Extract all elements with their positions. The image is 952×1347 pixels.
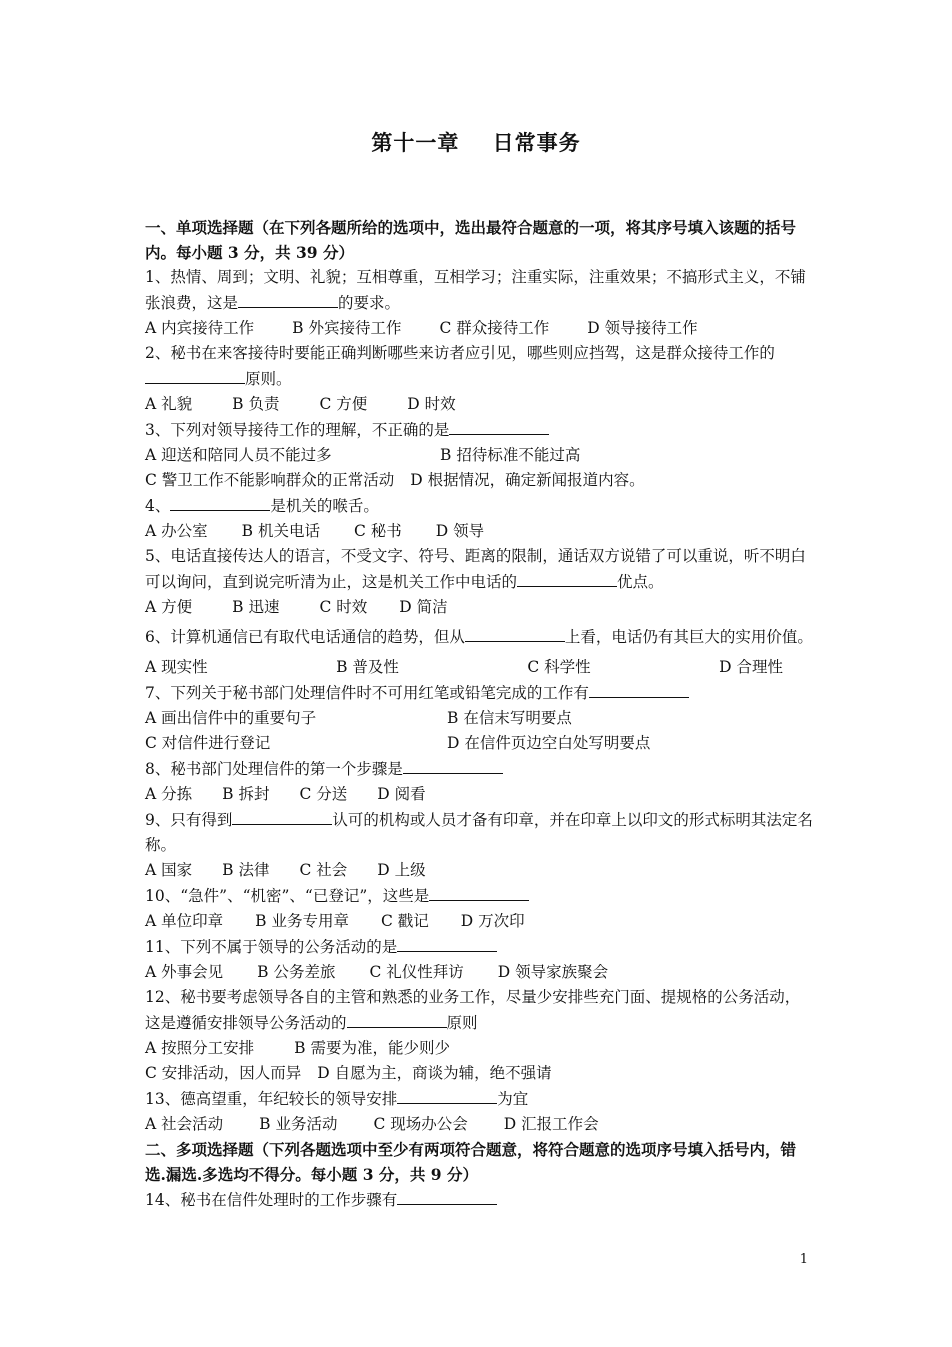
option-d: D 万次印: [460, 912, 525, 930]
option-c: C 现场办公会: [373, 1115, 468, 1133]
option-c: C 群众接待工作: [439, 319, 550, 337]
option-c: C 时效: [319, 598, 368, 616]
question-3-options-row-1: [145, 443, 813, 468]
option-c: C 礼仪性拜访: [369, 963, 464, 981]
question-10: 10、“急件”、“机密”、“已登记”，这些是: [145, 883, 813, 909]
chapter-title: 第十一章 日常事务: [371, 130, 581, 155]
question-7-options-row-2: [145, 731, 813, 756]
question-2: 2、秘书在来客接待时要能正确判断哪些来访者应引见，哪些则应挡驾，这是群众接待工作的原则。: [145, 344, 775, 388]
option-b: B 业务活动: [259, 1115, 338, 1133]
option-b: B 机关电话: [241, 522, 320, 540]
option-c: C 对信件进行登记: [145, 734, 271, 752]
question-2-options: [145, 392, 813, 417]
question-11-options: [145, 960, 813, 985]
answer-blank: [517, 569, 617, 587]
option-d: D 领导: [435, 522, 485, 540]
answer-blank: [429, 883, 529, 901]
option-b: B 拆封: [222, 785, 270, 803]
question-13-options: [145, 1112, 813, 1137]
answer-blank: [170, 493, 270, 511]
question-5-options: [145, 595, 813, 620]
question-3: 3、下列对领导接待工作的理解，不正确的是: [145, 417, 813, 443]
question-7: 7、下列关于秘书部门处理信件时不可用红笔或铅笔完成的工作有: [145, 680, 813, 706]
option-a: A 现实性: [145, 658, 208, 676]
answer-blank: [397, 1187, 497, 1205]
option-a: A 办公室: [145, 522, 208, 540]
option-d: D 合理性: [719, 658, 783, 676]
section-2-heading: 二、多项选择题（下列各题选项中至少有两项符合题意，将符合题意的选项序号填入括号内，错选.漏选.多选均不得分。每小题 3 分，共 9 分）: [145, 1140, 797, 1184]
option-d: D 自愿为主，商谈为辅，绝不强请: [317, 1064, 552, 1082]
option-c: C 社会: [299, 861, 348, 879]
page-number: 1: [799, 1252, 808, 1267]
answer-blank: [589, 680, 689, 698]
question-content: [145, 215, 813, 1213]
answer-blank: [397, 1086, 497, 1104]
option-a: A 社会活动: [145, 1115, 224, 1133]
option-d: D 领导接待工作: [587, 319, 698, 337]
option-d: D 上级: [377, 861, 426, 879]
question-13: 13、德高望重，年纪较长的领导安排 为宜: [145, 1086, 813, 1112]
question-8: 8、秘书部门处理信件的第一个步骤是: [145, 756, 813, 782]
option-b: B 负责: [232, 395, 280, 413]
option-c: C 警卫工作不能影响群众的正常活动: [145, 471, 395, 489]
option-d: D 在信件页边空白处写明要点: [447, 734, 651, 752]
answer-blank: [232, 807, 332, 825]
answer-blank: [238, 290, 338, 308]
option-a: A 画出信件中的重要句子: [145, 709, 317, 727]
question-12-options-row-2: [145, 1061, 813, 1086]
option-b: B 业务专用章: [255, 912, 349, 930]
question-10-options: [145, 909, 813, 934]
question-6: 6、计算机通信已有取代电话通信的趋势，但从 上看，电话仍有其巨大的实用价值。: [145, 623, 813, 652]
option-a: A 分拣: [145, 785, 193, 803]
option-a: A 单位印章: [145, 912, 224, 930]
option-d: D 时效: [407, 395, 456, 413]
question-6-options: [145, 655, 813, 680]
answer-blank: [397, 934, 497, 952]
option-c: C 方便: [319, 395, 368, 413]
option-b: B 公务差旅: [257, 963, 336, 981]
question-9-options: [145, 858, 813, 883]
option-a: A 迎送和陪同人员不能过多: [145, 446, 332, 464]
option-c: C 秘书: [353, 522, 402, 540]
question-4: 4、 是机关的喉舌。: [145, 493, 813, 519]
answer-blank: [449, 417, 549, 435]
answer-blank: [465, 624, 565, 642]
question-14: 14、秘书在信件处理时的工作步骤有: [145, 1187, 813, 1213]
question-8-options: [145, 782, 813, 807]
question-12-options-row-1: [145, 1036, 813, 1061]
question-1-options: [145, 316, 813, 341]
option-c: C 安排活动，因人而异: [145, 1064, 302, 1082]
option-a: A 内宾接待工作: [145, 319, 255, 337]
answer-blank: [403, 756, 503, 774]
option-b: B 招待标准不能过高: [440, 446, 581, 464]
question-12: 12、秘书要考虑领导各自的主管和熟悉的业务工作，尽量少安排些充门面、提规格的公务活动，这是遵循安排领导公务活动的 原则: [145, 988, 801, 1032]
option-d: D 阅看: [377, 785, 426, 803]
option-a: A 方便: [145, 598, 193, 616]
answer-blank: [347, 1010, 447, 1028]
option-c: C 科学性: [527, 658, 591, 676]
option-b: B 外宾接待工作: [292, 319, 402, 337]
section-1-heading: 一、单项选择题（在下列各题所给的选项中，选出最符合题意的一项，将其序号填入该题的括号内。每小题 3 分，共 39 分）: [145, 218, 797, 262]
option-b: B 需要为准，能少则少: [294, 1039, 450, 1057]
option-d: D 领导家族聚会: [497, 963, 609, 981]
option-a: A 按照分工安排: [145, 1039, 255, 1057]
option-d: D 汇报工作会: [503, 1115, 599, 1133]
option-a: A 礼貌: [145, 395, 193, 413]
option-a: A 外事会见: [145, 963, 224, 981]
option-a: A 国家: [145, 861, 193, 879]
answer-blank: [145, 366, 245, 384]
option-b: B 在信末写明要点: [447, 709, 572, 727]
question-11: 11、下列不属于领导的公务活动的是: [145, 934, 813, 960]
option-b: B 法律: [222, 861, 270, 879]
question-3-options-row-2: [145, 468, 813, 493]
option-b: B 迅速: [232, 598, 280, 616]
question-7-options-row-1: [145, 706, 813, 731]
option-d: D 简洁: [399, 598, 448, 616]
option-c: C 分送: [299, 785, 348, 803]
question-9: 9、只有得到 认可的机构或人员才备有印章，并在印章上以印文的形式标明其法定名称。: [145, 807, 813, 858]
option-b: B 普及性: [336, 658, 399, 676]
option-d: D 根据情况，确定新闻报道内容。: [410, 471, 645, 489]
question-1: 1、热情、周到；文明、礼貌；互相尊重，互相学习；注重实际，注重效果；不搞形式主义，不铺张浪费，这是 的要求。: [145, 268, 806, 312]
question-4-options: [145, 519, 813, 544]
option-c: C 戳记: [380, 912, 429, 930]
question-5: 5、电话直接传达人的语言，不受文字、符号、距离的限制，通话双方说错了可以重说，听不明白可以询问，直到说完听清为止，这是机关工作中电话的 优点。: [145, 547, 806, 591]
